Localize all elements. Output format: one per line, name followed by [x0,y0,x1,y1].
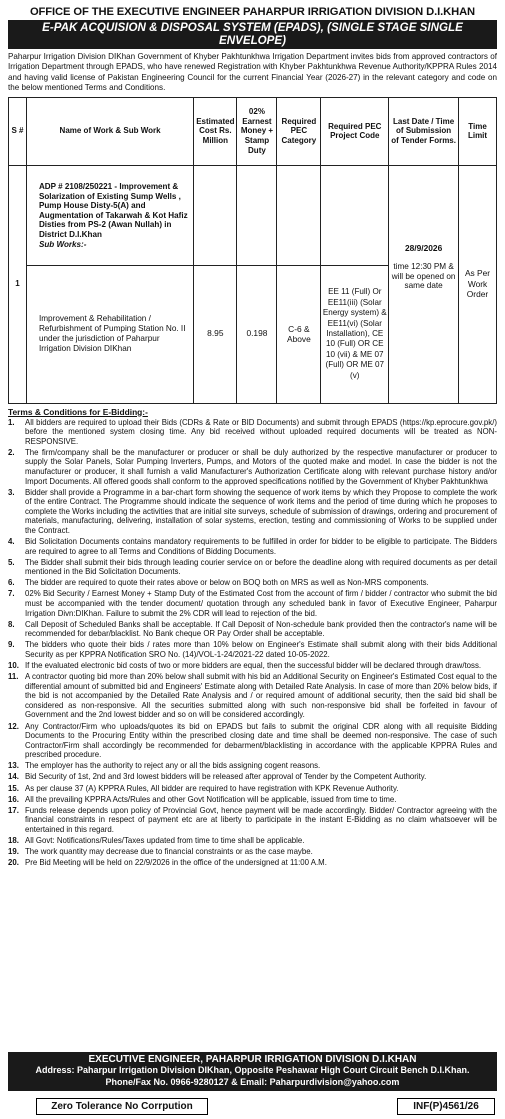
term-number: 7. [8,589,15,599]
term-number: 5. [8,557,15,567]
last-time: time 12:30 PM & will be opened on same date [391,262,456,291]
sub-works-label: Sub Works:- [38,239,87,249]
term-item [8,806,497,835]
bottom-strip [8,1098,497,1115]
term-item [8,537,497,556]
submission-cell [389,165,459,403]
term-text: The employer has the authority to reject any or all the bids assigning cogent reasons. [25,761,321,771]
term-number: 12. [8,721,19,731]
col-header-time-limit: Time Limit [459,97,497,165]
footer [8,1052,497,1091]
system-title: E-PAK ACQUISION & DISPOSAL SYSTEM (EPADS), (SINGLE STAGE SINGLE ENVELOPE) [8,20,497,49]
footer-address: Address: Paharpur Irrigation Division DIKhan, Opposite Peshawar High Court Circuit Bench D.I.Khan. [35,1065,470,1076]
col-header-pec-category: Required PEC Category [277,97,321,165]
term-number: 3. [8,487,15,497]
term-text: Pre Bid Meeting will be held on 22/9/2026 in the office of the undersigned at 11:00 A.M. [25,858,327,868]
term-number: 15. [8,783,19,793]
term-number: 8. [8,619,15,629]
term-item [8,448,497,486]
term-item [8,795,497,805]
footer-contact: Phone/Fax No. 0966-9280127 & Email: Paharpurdivision@yahoo.com [105,1076,400,1087]
term-number: 17. [8,805,19,815]
term-text: As per clause 37 (A) KPPRA Rules, All bidder are required to have registration with KPK Revenue Authority. [25,783,399,793]
term-text: All Govt: Notifications/Rules/Taxes updated from time to time shall be applicable. [25,836,305,846]
term-number: 20. [8,858,19,868]
col-header-cost: Estimated Cost Rs. Million [194,97,237,165]
term-item [8,488,497,536]
col-header-sno: S # [9,97,27,165]
zero-tolerance-box: Zero Tolerance No Corrpution [36,1098,208,1115]
term-item [8,661,497,671]
terms-list [8,418,497,868]
main-work-cell [26,165,193,265]
term-number: 6. [8,578,15,588]
term-text: The Bidder shall submit their bids through leading courier service on or before the deadline along with required documents as per detail mentioned in the Bid Solicitation Documents. [25,557,497,577]
terms-title: Terms & Conditions for E-Bidding:- [8,406,148,417]
term-text: Bid Solicitation Documents contains mandatory requirements to be fulfilled in order for bidder to be eligible to participate. The Bidders are required to agree to all Terms and Conditions of Bidding Documents. [25,536,497,556]
term-item [8,418,497,447]
term-number: 13. [8,761,19,771]
col-header-last-date: Last Date / Time of Submission of Tender Forms. [389,97,459,165]
term-text: A contractor quoting bid more than 20% below shall submit with his bid an Additional Security on Engineer's Estimated Cost equal to the differential amount of submitted bid and Engineers' Estimate along with Detailed Rate Analysis. In case of more than 20% below bids, if the bid is not accompanied by the Detailed Rate Analysis and / or required amount of additional security, then the said bid shall be considered as non-responsive. All the securities submitted along with such non-responsive bid shall be forfeited in favour of Government and the 2nd lowest bidder and so on will be considered accordingly. [25,672,497,720]
col-header-pec-code: Required PEC Project Code [321,97,389,165]
earnest-money: 0.198 [237,265,277,403]
col-header-work: Name of Work & Sub Work [26,97,193,165]
term-item [8,558,497,577]
cost: 8.95 [194,265,237,403]
term-text: The work quantity may decrease due to financial constraints or as the case maybe. [25,847,313,857]
term-number: 1. [8,417,15,427]
term-text: Bidder shall provide a Programme in a bar-chart form showing the sequence of work items by which they Propose to complete the work of the entire Contract. The Programme should indicate the sequence of work items and the period of time during which he proposes to complete the Works including the activities that are initial site surveys, schedule of submission of drawings, ordering and procurement of materials, manufacturing, delivering, installation of solar systems, erection, testing and commissioning of Works to be supplied under the Contract. [25,487,497,535]
term-number: 4. [8,536,15,546]
term-number: 10. [8,661,19,671]
term-number: 9. [8,640,15,650]
term-item [8,772,497,782]
term-text: The bidder are required to quote their rates above or below on BOQ both on MRS as well as Non-MRS components. [25,578,429,588]
table-row-main [9,165,497,265]
term-text: If the evaluated electronic bid costs of two or more bidders are equal, then the successful bidder will be declared through draw/toss. [25,661,482,671]
inf-number: INF(P)4561/26 [397,1098,495,1115]
term-item [8,620,497,639]
term-item [8,578,497,588]
term-item [8,784,497,794]
term-item [8,847,497,857]
intro-paragraph: Paharpur Irrigation Division DIKhan Government of Khyber Pakhtunkhwa Irrigation Department invites bids from approved contractors of Irrigation Department through EPADS, who have renewed Registration with Khyber Pakhtunkhwa Revenue Authority/KPPRA Rules 2014 and having valid license of Pakistan Engineering Council for the current Financial Year (2026-27) in the relevant category and code on the below mentioned Terms and Conditions. [8,52,497,93]
term-text: Funds release depends upon policy of Provincial Govt, hence payment will be made accordingly. Bidder/ Contractor agreeing with the financial constraints in respect of payment etc are at liberty to participate in the instant E-Bidding as no claim whatsoever will be entertained in this regard. [25,805,497,834]
last-date: 28/9/2026 [404,242,443,253]
advertisement [8,6,497,870]
term-item [8,589,497,618]
term-text: All bidders are required to upload their Bids (CDRs & Rate or BID Documents) and submit through EPADS (https://kp.eprocure.gov.pk/) before the mentioned system closing time. Any bid received without uploaded required documents will be treated as NON-RESPONSIVE. [25,417,497,446]
term-number: 14. [8,772,19,782]
term-text: The bidders who quote their bids / rates more than 10% below on Engineer's Estimate shall submit along with their bids Additional Security as per KPPRA Notification SRO No. (14)/VOL-1-24/2021-22 dated 10-05-2022. [25,640,497,659]
serial-number: 1 [9,165,27,403]
term-text: The firm/company shall be the manufacturer or producer or shall be duly authorized by the respective manufacturer or producer to supply the Solar Panels, Solar Pumping Inverters, Pumps, and Motors of the quoted make and model. In case the bidder is not the manufacturer or producer, it shall furnish a valid Manufacturer's Authorization Certificate along with relevant purchase history and/or Import Documents. All offered goods shall conform to the approved specifications notified by the Government of Khyber Pakhtunkhwa [25,447,497,486]
office-title: OFFICE OF THE EXECUTIVE ENGINEER PAHARPUR IRRIGATION DIVISION D.I.KHAN [29,6,476,18]
col-header-earnest: 02% Earnest Money + Stamp Duty [237,97,277,165]
term-text: Call Deposit of Scheduled Banks shall be acceptable. If Call Deposit of Non-schedule bank provided then the contractor's name will be recommended for debar/blacklist. No Bank cheque OR Pay Order shall be acceptable. [25,619,497,639]
term-item [8,672,497,720]
table-header-row [9,97,497,165]
term-number: 16. [8,794,19,804]
term-text: Any Contractor/Firm who uploads/quotes its bid on EPADS but fails to submit the original CDR along with all requisite Bidding Documents to the Procuring Entity within the prescribed closing date and time shall be deemed non-responsive. The case of such Contractor/Firm shall accordingly be recommended for debarment/blacklisting in accordance with the applicable KPPRA Rules and prescribed procedure. [25,721,497,760]
tender-table [8,97,497,404]
term-text: Bid Security of 1st, 2nd and 3rd lowest bidders will be released after approval of Tender by the Competent Authority. [25,772,427,782]
term-item [8,858,497,868]
pec-category: C-6 & Above [277,265,321,403]
term-text: 02% Bid Security / Earnest Money + Stamp Duty of the Estimated Cost from the account of firm / bidder / contractor who submit the bid must be accompanied with the tender document/ quotation through any scheduled bank in favor of Executive Engineer, Paharpur Irrigation Divn:DIKhan. Failure to submit the 2% CDR will lead to rejection of the bid. [25,589,497,618]
footer-title: EXECUTIVE ENGINEER, PAHARPUR IRRIGATION DIVISION D.I.KHAN [88,1054,417,1065]
term-item [8,761,497,771]
term-item [8,836,497,846]
sub-work: Improvement & Rehabilitation / Refurbishment of Pumping Station No. II under the jurisdiction of Paharpur Irrigation Division DIKhan [26,265,193,403]
term-number: 2. [8,447,15,457]
term-number: 19. [8,847,19,857]
term-text: All the prevailing KPPRA Acts/Rules and other Govt Notification will be applicable, issued from time to time. [25,794,397,804]
pec-code: EE 11 (Full) Or EE11(iii) (Solar Energy system) & EE11(vi) (Solar Installation), CE 10 (Full) OR CE 10 (vii) & ME 07 (Full) OR ME 07 (v) [321,265,389,403]
term-number: 18. [8,836,19,846]
term-number: 11. [8,672,19,682]
time-limit: As Per Work Order [459,165,497,403]
main-work: ADP # 2108/250221 - Improvement & Solarization of Existing Sump Wells , Pump House Disty-5(A) and Augmentation of Takarwah & Kot Hafiz Disties from PS-2 (Awan Nullah) in District D.I.Khan [38,182,188,240]
term-item [8,640,497,659]
term-item [8,722,497,760]
